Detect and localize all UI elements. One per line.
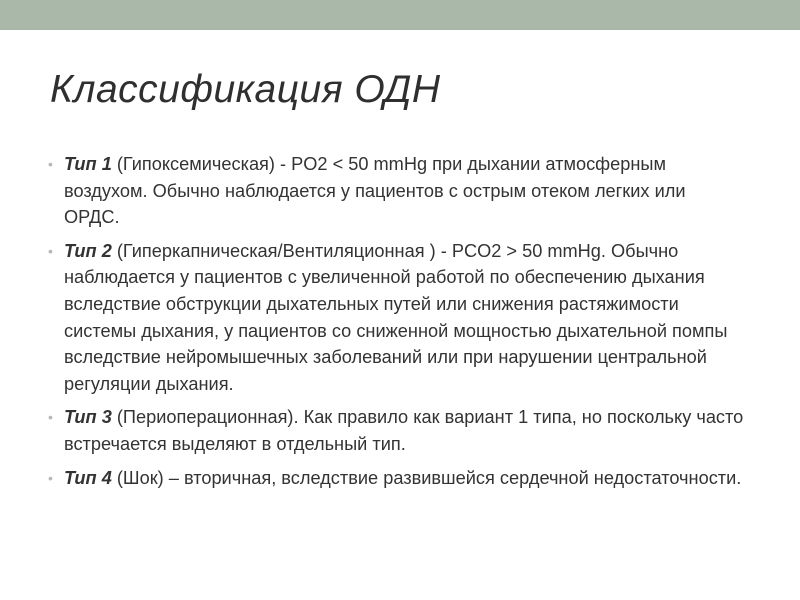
top-accent-bar: [0, 0, 800, 30]
bullet-text: (Шок) – вторичная, вследствие развившейся сердечной недостаточности.: [111, 467, 742, 488]
bullet-item-type-2: [46, 238, 746, 398]
bullet-item-type-1: [46, 151, 746, 231]
bullet-text: (Гиперкапническая/Вентиляционная ) - PCO2 > 50 mmHg. Обычно наблюдается у пациентов с увеличенной работой по обеспечению дыхания вследствие обструкции дыхательных путей или снижения растяжимости системы дыхания, у пациентов со сниженной мощностью дыхательной помпы вследствие нейромышечных заболеваний или при нарушении центральной регуляции дыхания.: [64, 240, 728, 394]
type-label: Тип 1: [64, 154, 112, 174]
bullet-text: (Периоперационная). Как правило как вариант 1 типа, но поскольку часто встречается выделяют в отдельный тип.: [64, 407, 744, 454]
bullet-dot-icon: •: [48, 469, 53, 486]
bullet-dot-icon: •: [48, 409, 53, 426]
bullet-text: (Гипоксемическая) - PO2 < 50 mmHg при дыхании атмосферным воздухом. Обычно наблюдается у пациентов с острым отеком легких или ОРДС.: [64, 154, 686, 228]
bullet-dot-icon: •: [48, 242, 53, 259]
bullet-item-type-4: [46, 465, 746, 492]
type-label: Тип 3: [64, 407, 112, 428]
type-label: Тип 2: [64, 240, 112, 261]
type-label: Тип 4: [64, 467, 112, 488]
bullet-item-type-3: [46, 404, 746, 457]
bullet-dot-icon: •: [48, 156, 53, 172]
bullet-list: [46, 151, 746, 498]
slide-title: Классификация ОДН: [50, 68, 441, 111]
